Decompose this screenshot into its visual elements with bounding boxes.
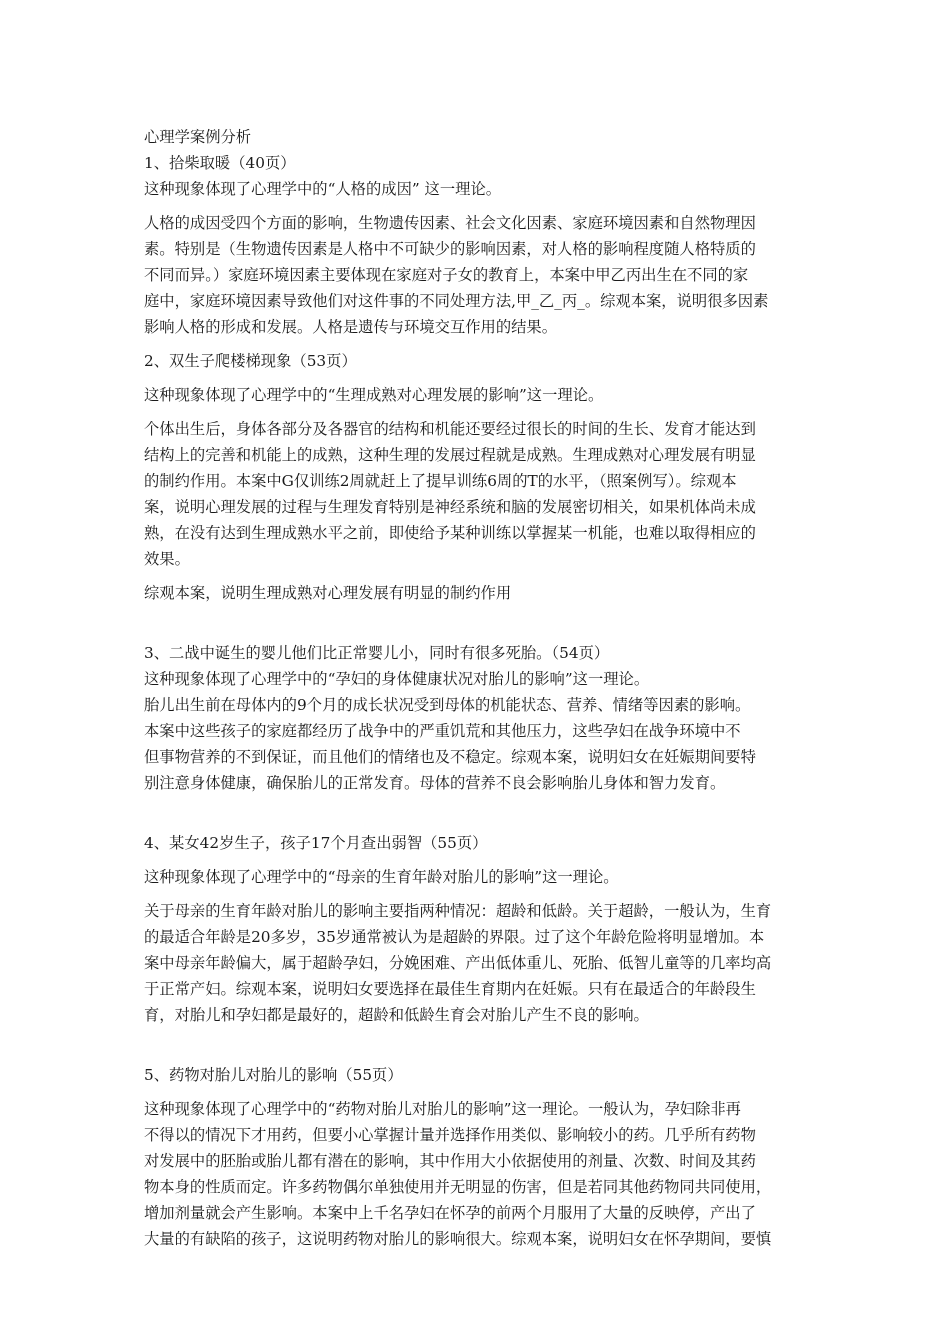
paragraph-line: 对发展中的胚胎或胎儿都有潜在的影响，其中作用大小依据使用的剂量、次数、时间及其药 <box>144 1152 756 1170</box>
section-3-theory: 这种现象体现了心理学中的“孕妇的身体健康状况对胎儿的影响”这一理论。 <box>144 670 650 688</box>
section-1-theory: 这种现象体现了心理学中的“人格的成因” 这一理论。 <box>144 180 502 198</box>
paragraph-line: 这种现象体现了心理学中的“药物对胎儿对胎儿的影响”这一理论。一般认为，孕妇除非再 <box>144 1100 741 1118</box>
paragraph-line: 效果。 <box>144 550 190 568</box>
section-5-heading: 5、药物对胎儿对胎儿的影响（55页） <box>144 1066 403 1084</box>
document-title: 心理学案例分析 <box>144 128 252 146</box>
paragraph-line: 个体出生后，身体各部分及各器官的结构和机能还要经过很长的时间的生长、发育才能达到 <box>144 420 756 438</box>
paragraph-line: 熟，在没有达到生理成熟水平之前，即使给予某种训练以掌握某一机能，也难以取得相应的 <box>144 524 756 542</box>
paragraph-line: 于正常产妇。综观本案，说明妇女要选择在最佳生育期内在妊娠。只有在最适合的年龄段生 <box>144 980 756 998</box>
paragraph-line: 别注意身体健康，确保胎儿的正常发育。母体的营养不良会影响胎儿身体和智力发育。 <box>144 774 726 792</box>
paragraph-line: 影响人格的形成和发展。人格是遗传与环境交互作用的结果。 <box>144 318 558 336</box>
section-4-theory: 这种现象体现了心理学中的“母亲的生育年龄对胎儿的影响”这一理论。 <box>144 868 619 886</box>
paragraph-line: 不得以的情况下才用药，但要小心掌握计量并选择作用类似、影响较小的药。几乎所有药物 <box>144 1126 756 1144</box>
paragraph-line: 大量的有缺陷的孩子，这说明药物对胎儿的影响很大。综观本案，说明妇女在怀孕期间，要慎 <box>144 1230 772 1248</box>
section-1-heading: 1、拾柴取暖（40页） <box>144 154 296 172</box>
section-2-conclusion: 综观本案，说明生理成熟对心理发展有明显的制约作用 <box>144 584 512 602</box>
paragraph-line: 增加剂量就会产生影响。本案中上千名孕妇在怀孕的前两个月服用了大量的反映停，产出了 <box>144 1204 756 1222</box>
paragraph-line: 但事物营养的不到保证，而且他们的情绪也及不稳定。综观本案，说明妇女在妊娠期间要特 <box>144 748 756 766</box>
section-2-theory: 这种现象体现了心理学中的“生理成熟对心理发展的影响”这一理论。 <box>144 386 604 404</box>
paragraph-line: 素。特别是（生物遗传因素是人格中不可缺少的影响因素，对人格的影响程度随人格特质的 <box>144 240 756 258</box>
paragraph-line: 的最适合年龄是20多岁，35岁通常被认为是超龄的界限。过了这个年龄危险将明显增加。本 <box>144 928 765 946</box>
paragraph-line: 胎儿出生前在母体内的9个月的成长状况受到母体的机能状态、营养、情绪等因素的影响。 <box>144 696 751 714</box>
section-3-heading: 3、二战中诞生的婴儿他们比正常婴儿小，同时有很多死胎。（54页） <box>144 644 610 662</box>
paragraph-line: 本案中这些孩子的家庭都经历了战争中的严重饥荒和其他压力，这些孕妇在战争环境中不 <box>144 722 741 740</box>
section-4-heading: 4、某女42岁生子，孩子17个月查出弱智（55页） <box>144 834 488 852</box>
paragraph-line: 关于母亲的生育年龄对胎儿的影响主要指两种情况：超龄和低龄。关于超龄，一般认为，生育 <box>144 902 772 920</box>
paragraph-line: 物本身的性质而定。许多药物偶尔单独使用并无明显的伤害，但是若同其他药物同共同使用， <box>144 1178 772 1196</box>
paragraph-line: 不同而异。）家庭环境因素主要体现在家庭对子女的教育上，本案中甲乙丙出生在不同的家 <box>144 266 749 284</box>
paragraph-line: 庭中，家庭环境因素导致他们对这件事的不同处理方法,甲_乙_丙_。综观本案，说明很多因素 <box>144 292 769 310</box>
section-2-heading: 2、双生子爬楼梯现象（53页） <box>144 352 357 370</box>
paragraph-line: 育，对胎儿和孕妇都是最好的，超龄和低龄生育会对胎儿产生不良的影响。 <box>144 1006 649 1024</box>
paragraph-line: 人格的成因受四个方面的影响，生物遗传因素、社会文化因素、家庭环境因素和自然物理因 <box>144 214 756 232</box>
paragraph-line: 案，说明心理发展的过程与生理发育特别是神经系统和脑的发展密切相关，如果机体尚未成 <box>144 498 756 516</box>
paragraph-line: 的制约作用。本案中G仅训练2周就赶上了提早训练6周的T的水平，（照案例写）。综观本 <box>144 472 737 490</box>
document-page <box>144 124 808 1252</box>
paragraph-line: 案中母亲年龄偏大，属于超龄孕妇，分娩困难、产出低体重儿、死胎、低智儿童等的几率均高 <box>144 954 772 972</box>
paragraph-line: 结构上的完善和机能上的成熟，这种生理的发展过程就是成熟。生理成熟对心理发展有明显 <box>144 446 756 464</box>
